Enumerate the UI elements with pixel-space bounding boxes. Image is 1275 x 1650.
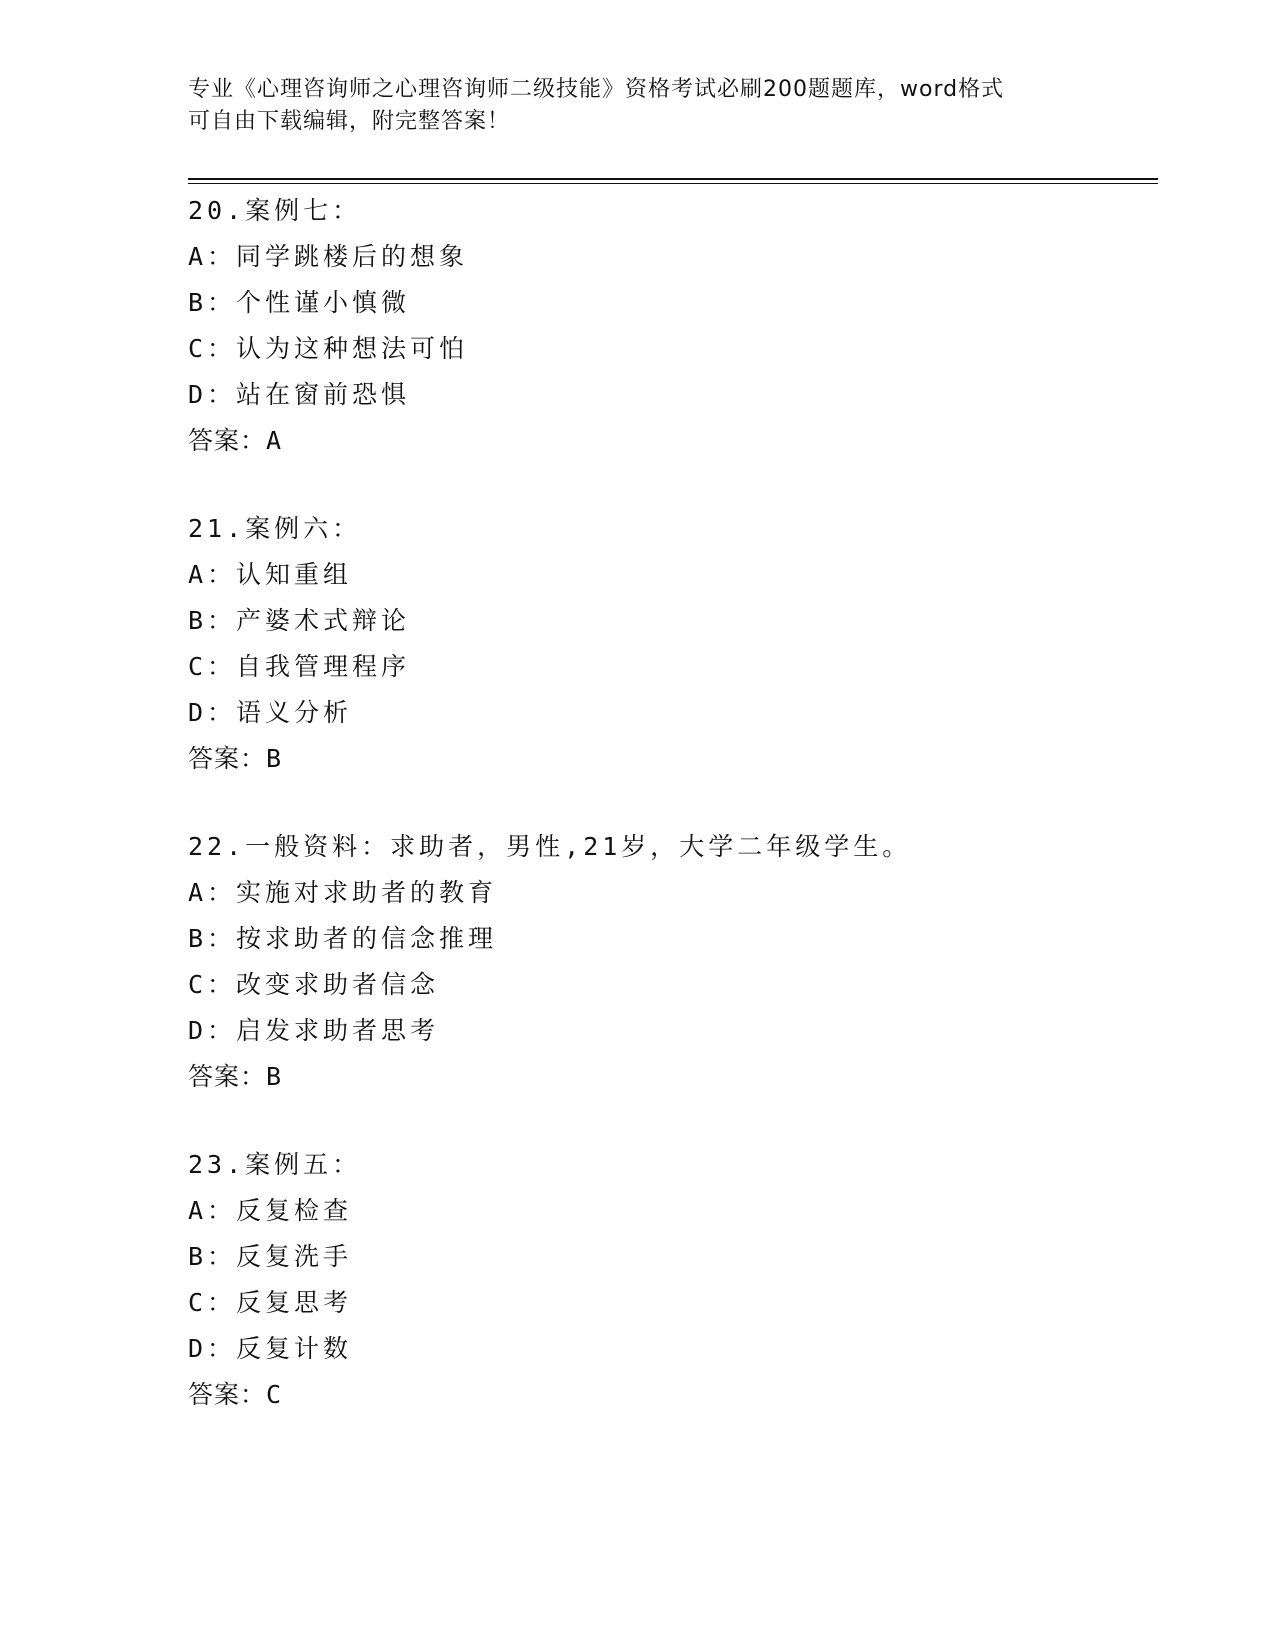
option-b: B：反复洗手: [188, 1242, 353, 1271]
answer-line: [188, 736, 1148, 782]
answer-line: [188, 418, 1148, 464]
answer-value: B: [266, 744, 282, 773]
question-stem: 20.案例七：: [188, 196, 362, 225]
question-23: [188, 1142, 1148, 1418]
question-list: [188, 188, 1148, 1460]
header-divider: [188, 178, 1158, 184]
option-b: B：产婆术式辩论: [188, 606, 411, 635]
answer-label: 答案：: [188, 1380, 267, 1409]
answer-value: B: [266, 1062, 282, 1091]
option-a: A：认知重组: [188, 560, 353, 589]
option-a: A：实施对求助者的教育: [188, 878, 498, 907]
option-c: C：改变求助者信念: [188, 970, 440, 999]
question-20: [188, 188, 1148, 464]
option-d: D：启发求助者思考: [188, 1016, 440, 1045]
answer-value: A: [266, 426, 282, 455]
question-22: [188, 824, 1148, 1100]
answer-label: 答案：: [188, 426, 267, 455]
option-b: B：按求助者的信念推理: [188, 924, 498, 953]
answer-label: 答案：: [188, 1062, 267, 1091]
question-stem: 22.一般资料：求助者，男性,21岁，大学二年级学生。: [188, 832, 912, 861]
header-title-line-1: 专业《心理咨询师之心理咨询师二级技能》资格考试必刷200题题库，word格式: [188, 77, 1005, 102]
option-c: C：自我管理程序: [188, 652, 411, 681]
header-title-line-2: 可自由下载编辑，附完整答案！: [188, 109, 511, 134]
option-a: A：同学跳楼后的想象: [188, 242, 469, 271]
document-header: [188, 74, 1088, 138]
answer-label: 答案：: [188, 744, 267, 773]
option-d: D：站在窗前恐惧: [188, 380, 411, 409]
option-d: D：反复计数: [188, 1334, 353, 1363]
question-stem: 23.案例五：: [188, 1150, 362, 1179]
option-a: A：反复检查: [188, 1196, 353, 1225]
answer-line: [188, 1372, 1148, 1418]
option-c: C：反复思考: [188, 1288, 353, 1317]
answer-line: [188, 1054, 1148, 1100]
option-c: C：认为这种想法可怕: [188, 334, 469, 363]
question-21: [188, 506, 1148, 782]
option-b: B：个性谨小慎微: [188, 288, 411, 317]
option-d: D：语义分析: [188, 698, 353, 727]
answer-value: C: [266, 1380, 282, 1409]
question-stem: 21.案例六：: [188, 514, 362, 543]
